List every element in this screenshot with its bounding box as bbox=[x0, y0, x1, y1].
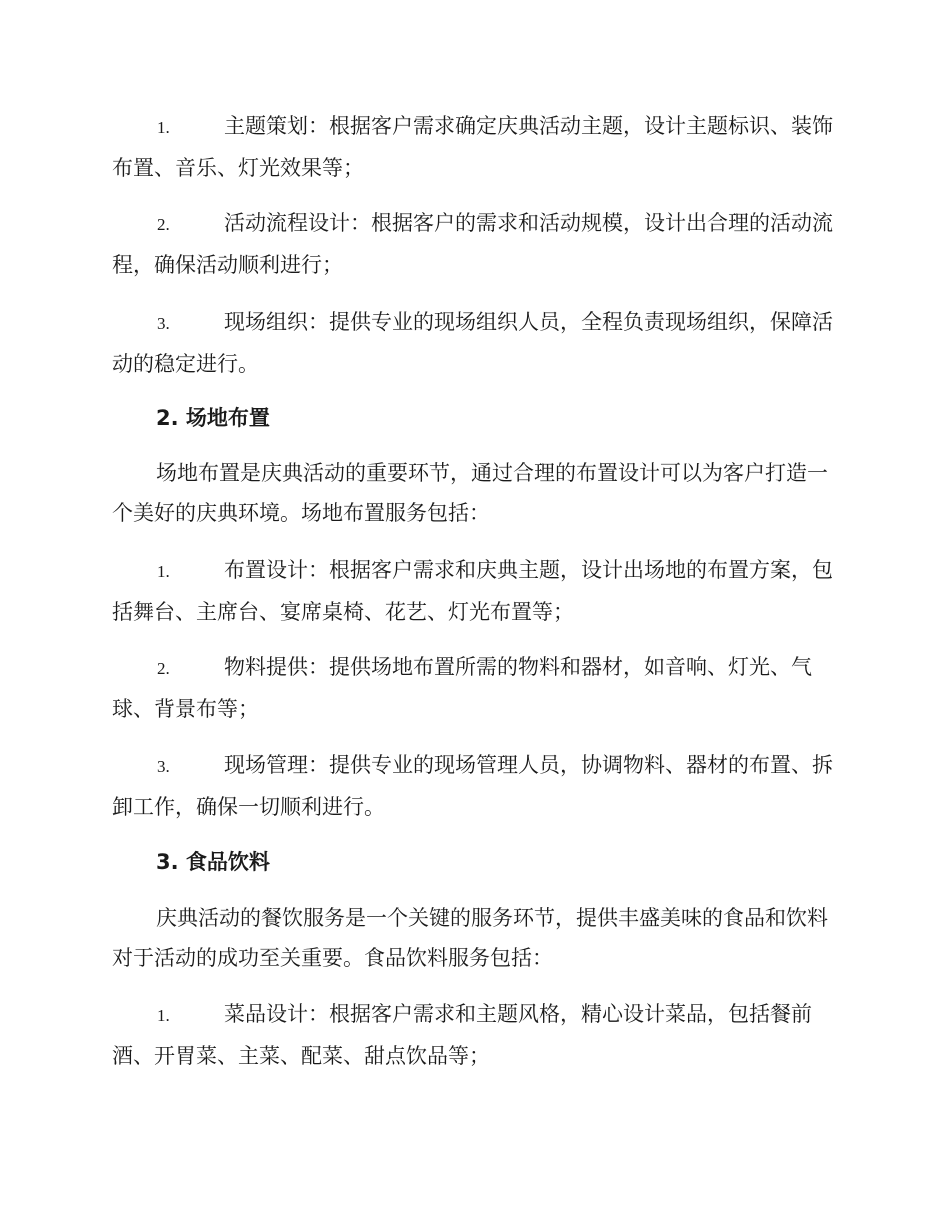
list-text: 活动流程设计：根据客户的需求和活动规模，设计出合理的活动流程，确保活动顺利进行； bbox=[112, 211, 833, 277]
list-item bbox=[112, 550, 834, 632]
section-intro: 场地布置是庆典活动的重要环节，通过合理的布置设计可以为客户打造一个美好的庆典环境。场地布置服务包括： bbox=[112, 461, 828, 525]
list-item bbox=[112, 994, 834, 1076]
list-number: 2. bbox=[157, 215, 170, 234]
list-item bbox=[112, 647, 834, 729]
list-text: 主题策划：根据客户需求确定庆典活动主题，设计主题标识、装饰布置、音乐、灯光效果等； bbox=[112, 114, 833, 180]
list-number: 1. bbox=[157, 118, 170, 137]
list-number: 1. bbox=[157, 1006, 170, 1025]
list-number: 3. bbox=[157, 314, 170, 333]
list-number: 1. bbox=[157, 562, 170, 581]
list-item bbox=[112, 203, 834, 285]
list-text: 物料提供：提供场地布置所需的物料和器材，如音响、灯光、气球、背景布等； bbox=[112, 655, 812, 721]
section-heading: 2. 场地布置 bbox=[156, 406, 270, 430]
list-item bbox=[112, 745, 834, 827]
list-text: 现场组织：提供专业的现场组织人员，全程负责现场组织，保障活动的稳定进行。 bbox=[112, 310, 833, 376]
list-number: 2. bbox=[157, 659, 170, 678]
section-heading: 3. 食品饮料 bbox=[156, 850, 270, 874]
section-intro: 庆典活动的餐饮服务是一个关键的服务环节，提供丰盛美味的食品和饮料对于活动的成功至关重要。食品饮料服务包括： bbox=[112, 906, 828, 970]
list-number: 3. bbox=[157, 757, 170, 776]
list-text: 现场管理：提供专业的现场管理人员，协调物料、器材的布置、拆卸工作，确保一切顺利进行。 bbox=[112, 753, 833, 819]
list-text: 布置设计：根据客户需求和庆典主题，设计出场地的布置方案，包括舞台、主席台、宴席桌椅、花艺、灯光布置等； bbox=[112, 558, 833, 624]
list-item bbox=[112, 302, 834, 384]
list-text: 菜品设计：根据客户需求和主题风格，精心设计菜品，包括餐前酒、开胃菜、主菜、配菜、甜点饮品等； bbox=[112, 1002, 812, 1068]
list-item bbox=[112, 106, 834, 188]
